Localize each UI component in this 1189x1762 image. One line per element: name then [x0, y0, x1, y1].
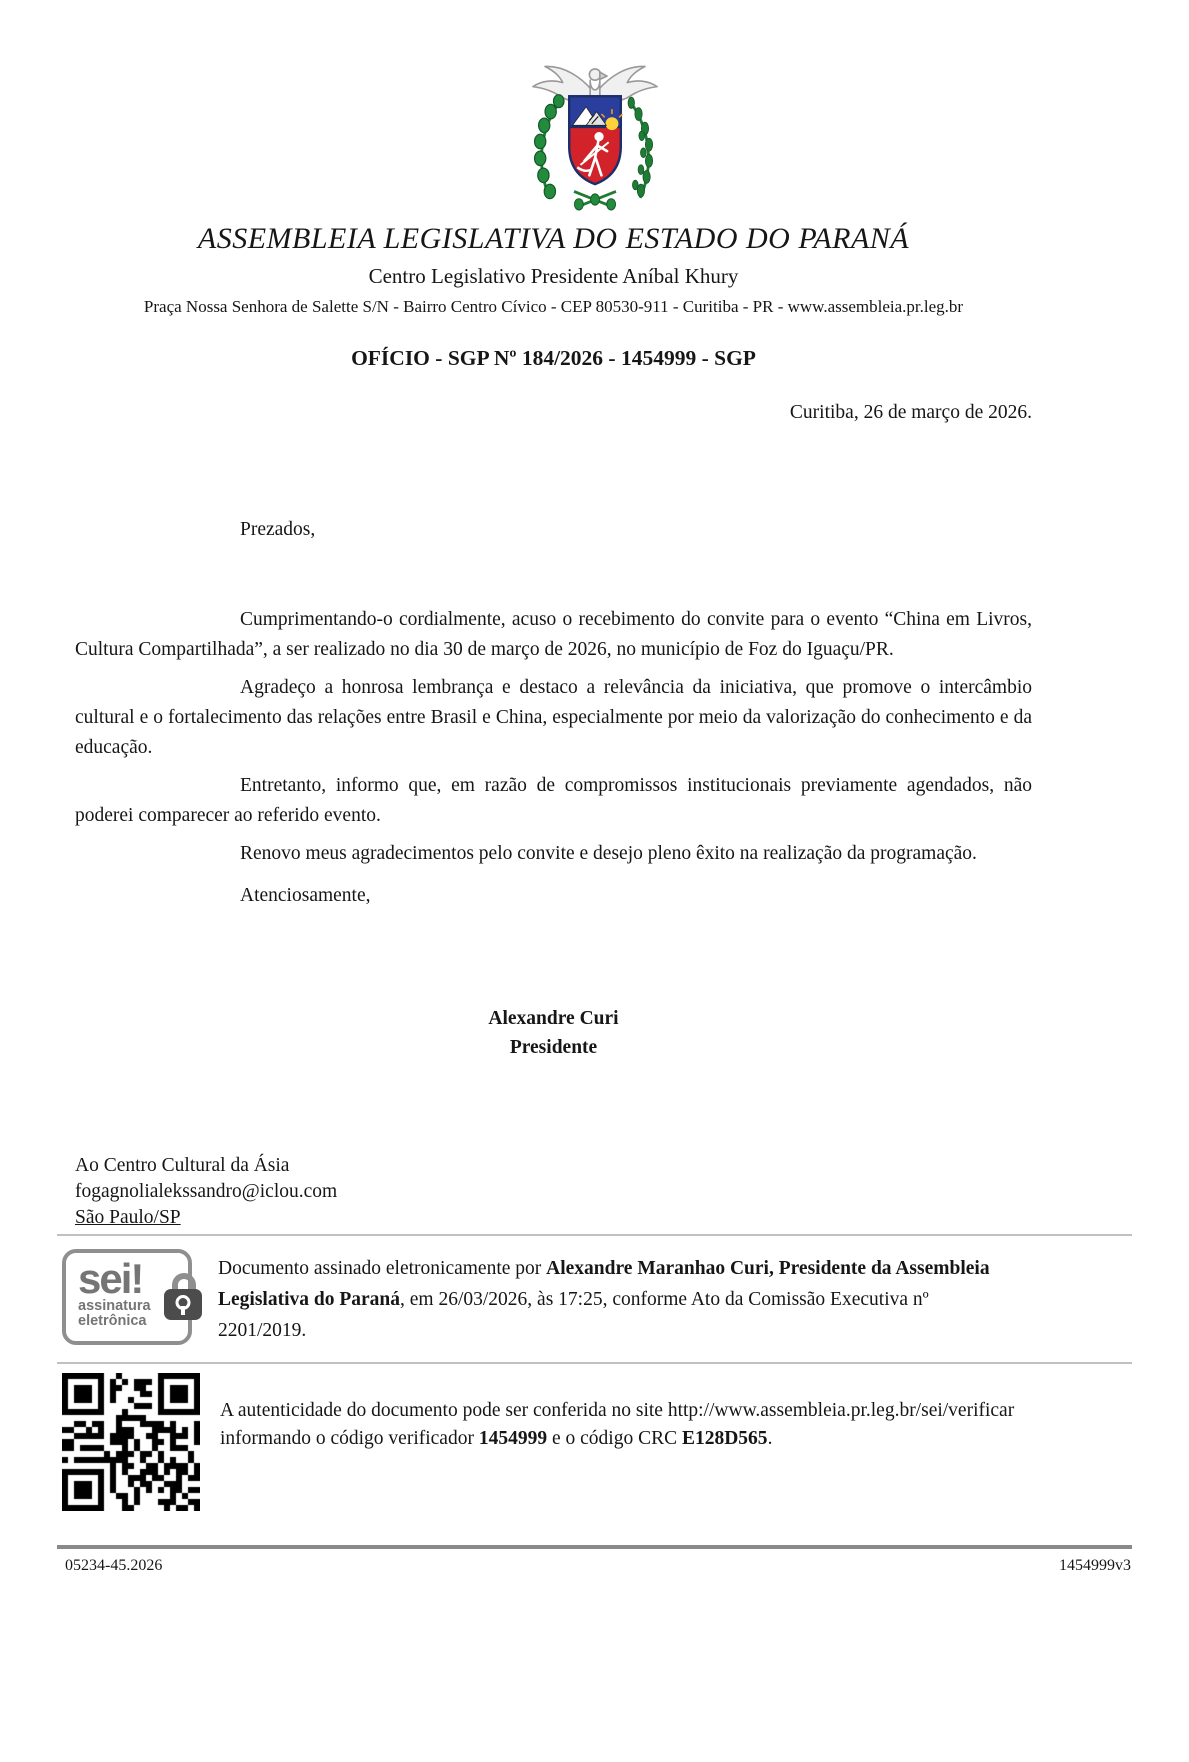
page-title: ASSEMBLEIA LEGISLATIVA DO ESTADO DO PARANÁ: [197, 222, 910, 255]
sei-signature-text: [218, 1249, 1008, 1346]
authenticity-text: [220, 1373, 1032, 1453]
paragraph-2: Agradeço a honrosa lembrança e destaco a relevância da iniciativa, que promove o intercâmbio cultural e o fortalecimento das relações entre Brasil e China, especialmente por meio da valorização do conhecimento e da educação.: [75, 677, 1032, 758]
sei-logo: [62, 1249, 192, 1345]
sei-text-suffix: , em 26/03/2026, às 17:25, conforme Ato da Comissão Executiva nº 2201/2019.: [218, 1289, 929, 1341]
page-footer: [65, 1556, 1131, 1576]
auth-url: http://www.assembleia.pr.leg.br/sei/verificar informando o código verificador: [220, 1400, 1015, 1449]
sei-signature-block: [62, 1249, 1032, 1346]
padlock-icon: [164, 1273, 204, 1320]
header-address: Praça Nossa Senhora de Salette S/N - Bairro Centro Cívico - CEP 80530-911 - Curitiba - PR - www.assembleia.pr.leg.br: [143, 297, 964, 316]
recipient-city: São Paulo/SP: [75, 1207, 181, 1228]
paragraph-1: Cumprimentando-o cordialmente, acuso o recebimento do convite para o evento “China em Livros, Cultura Compartilhada”, a ser realizado no dia 30 de março de 2026, no município de Foz do Iguaçu/PR.: [75, 609, 1032, 660]
recipient-email: fogagnolialekssandro@iclou.com: [75, 1181, 338, 1202]
sei-logo-sub1: assinatura: [78, 1298, 151, 1314]
auth-end: .: [767, 1428, 773, 1449]
oficio-number: OFÍCIO - SGP Nº 184/2026 - 1454999 - SGP: [351, 346, 756, 370]
header-subtitle: Centro Legislativo Presidente Aníbal Khury: [368, 264, 739, 288]
recipient-block: [75, 1153, 1032, 1231]
parana-coat-of-arms: [506, 56, 684, 214]
authenticity-block: [62, 1373, 1032, 1511]
signature-block: [75, 1004, 1032, 1062]
footer-document-version: 1454999v3: [1059, 1557, 1131, 1574]
signature-name: Alexandre Curi: [488, 1008, 619, 1029]
paragraph-3: Entretanto, informo que, em razão de compromissos institucionais previamente agendados, não poderei comparecer ao referido evento.: [75, 775, 1032, 826]
signature-role: Presidente: [509, 1037, 598, 1058]
letter-body: [0, 515, 1189, 1231]
sei-text-signer: Alexandre Maranhao Curi, Presidente da Assembleia Legislativa do Paraná: [218, 1258, 990, 1310]
paragraph-4: Renovo meus agradecimentos pelo convite e desejo pleno êxito na realização da programação.: [240, 843, 977, 864]
salutation: Prezados,: [240, 519, 316, 540]
closing: Atenciosamente,: [240, 885, 371, 906]
footer-divider: [57, 1545, 1132, 1549]
sei-logo-sub2: eletrônica: [78, 1313, 147, 1329]
auth-mid: e o código CRC: [547, 1428, 682, 1449]
recipient-line: Ao Centro Cultural da Ásia: [75, 1155, 290, 1176]
qr-code: [62, 1373, 200, 1511]
dateline: Curitiba, 26 de março de 2026.: [789, 402, 1032, 423]
auth-verifier-code: 1454999: [478, 1428, 548, 1449]
divider-top: [57, 1234, 1132, 1236]
document-page: [0, 56, 1189, 1762]
auth-line1: A autenticidade do documento pode ser conferida no site: [220, 1400, 668, 1421]
auth-crc-code: E128D565: [681, 1428, 768, 1449]
footer-process-number: 05234-45.2026: [65, 1557, 163, 1574]
sei-text-prefix: Documento assinado eletronicamente por: [218, 1258, 547, 1279]
sei-logo-word: sei!: [78, 1255, 143, 1302]
divider-middle: [57, 1362, 1132, 1364]
shield-icon: [569, 96, 622, 184]
